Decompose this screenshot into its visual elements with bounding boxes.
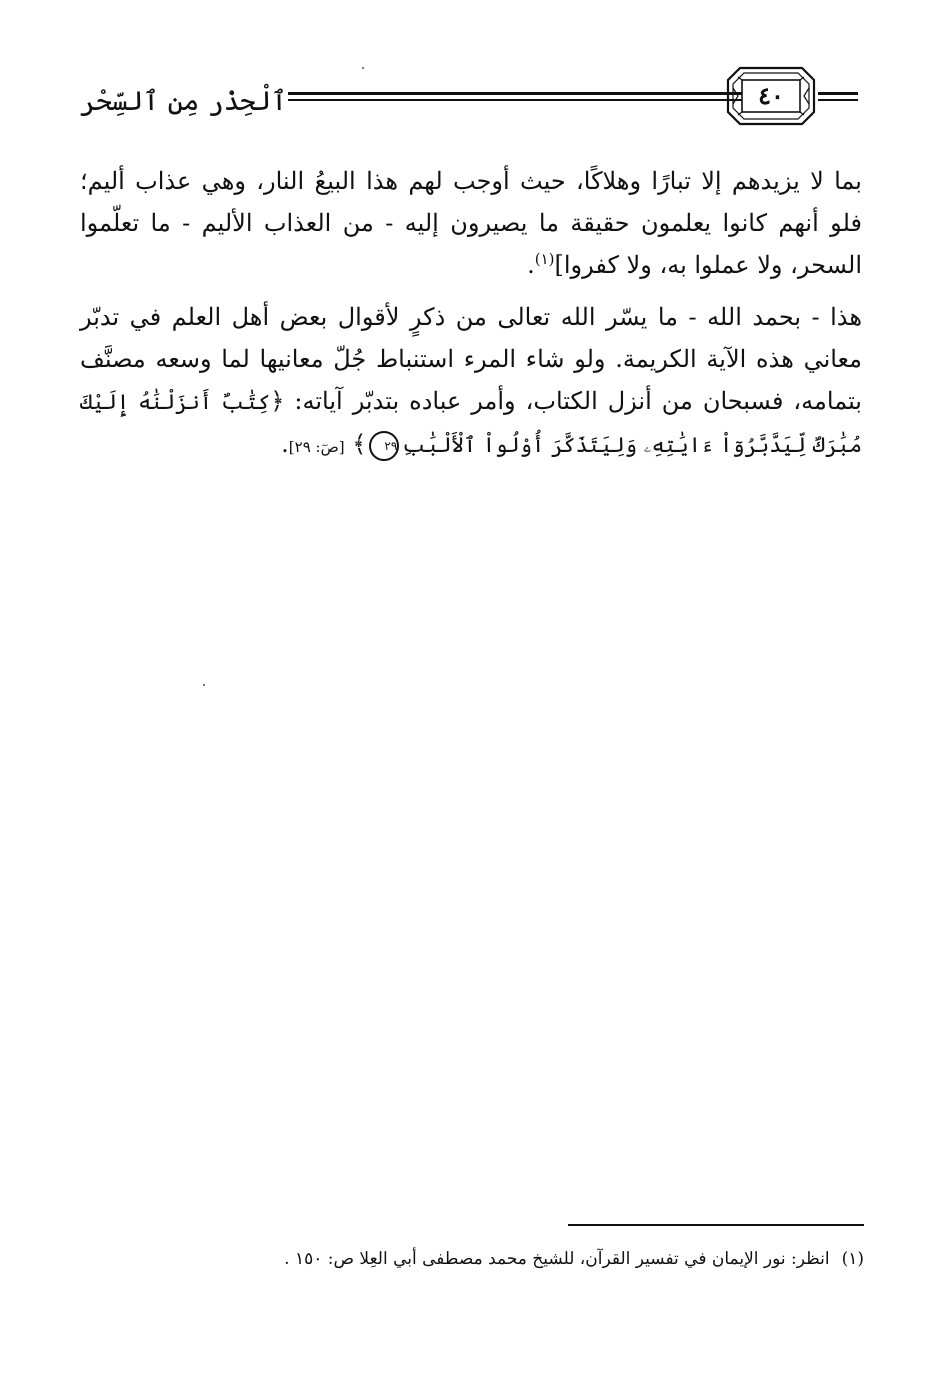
page-number: ٤٠ xyxy=(758,81,784,110)
paragraph-2 xyxy=(80,296,862,468)
citation-end: . xyxy=(281,430,289,458)
header-rule-short xyxy=(818,92,858,101)
quran-close-bracket: ﴾ xyxy=(352,430,367,458)
page-header xyxy=(70,66,866,126)
stray-dot xyxy=(203,684,205,686)
footnote-reference: (١) xyxy=(534,250,555,268)
page-number-frame xyxy=(726,66,816,126)
quran-open-bracket: ﴿ xyxy=(270,387,285,415)
running-title: ٱلْحِذْر مِن ٱلسِّحْر xyxy=(80,86,288,117)
footnote-separator xyxy=(568,1224,864,1226)
verse-citation: [صٓ: ٢٩] xyxy=(288,438,345,456)
header-dot xyxy=(362,67,364,69)
quran-verse: كِتَٰبٌ أَنزَلْنَٰهُ إِلَيْكَ مُبَٰرَكٌ لِّيَدَّبَّرُوٓاْ ءَايَٰتِهِۦ وَلِيَتَذَكَّرَ أُوْلُواْ ٱلْأَلْبَٰبِ xyxy=(80,390,862,457)
ayah-number-marker: ٢٩ xyxy=(369,431,399,461)
paragraph-1 xyxy=(80,160,862,286)
footnote-number: (١) xyxy=(841,1249,864,1269)
paragraph-1-end: . xyxy=(527,251,535,279)
paragraph-2-text: هذا - بحمد الله - ما يسّر الله تعالى من ذكرٍ لأقوال بعض أهل العلم في تدبّر معاني هذه الآية الكريمة. ولو شاء المرء استنباط جُلّ معانيها لما وسعه مصنَّف بتمامه، فسبحان من أنزل الكتاب، وأمر عباده بتدبّر آياته: xyxy=(80,303,862,415)
main-text xyxy=(80,160,862,468)
footnote-text: انظر: نور الإيمان في تفسير القرآن، للشيخ محمد مصطفى أبي العِلا ص: ١٥٠ . xyxy=(284,1249,830,1269)
paragraph-1-text: بما لا يزيدهم إلا تبارًا وهلاكًا، حيث أوجب لهم هذا البيعُ النار، وهي عذاب أليم؛ فلو أنهم كانوا يعلمون حقيقة ما يصيرون إليه - من العذاب الأليم - ما تعلّموا السحر، ولا عملوا به، ولا كفروا] xyxy=(80,167,862,279)
footnote xyxy=(164,1244,864,1274)
header-rule-long xyxy=(288,92,790,101)
